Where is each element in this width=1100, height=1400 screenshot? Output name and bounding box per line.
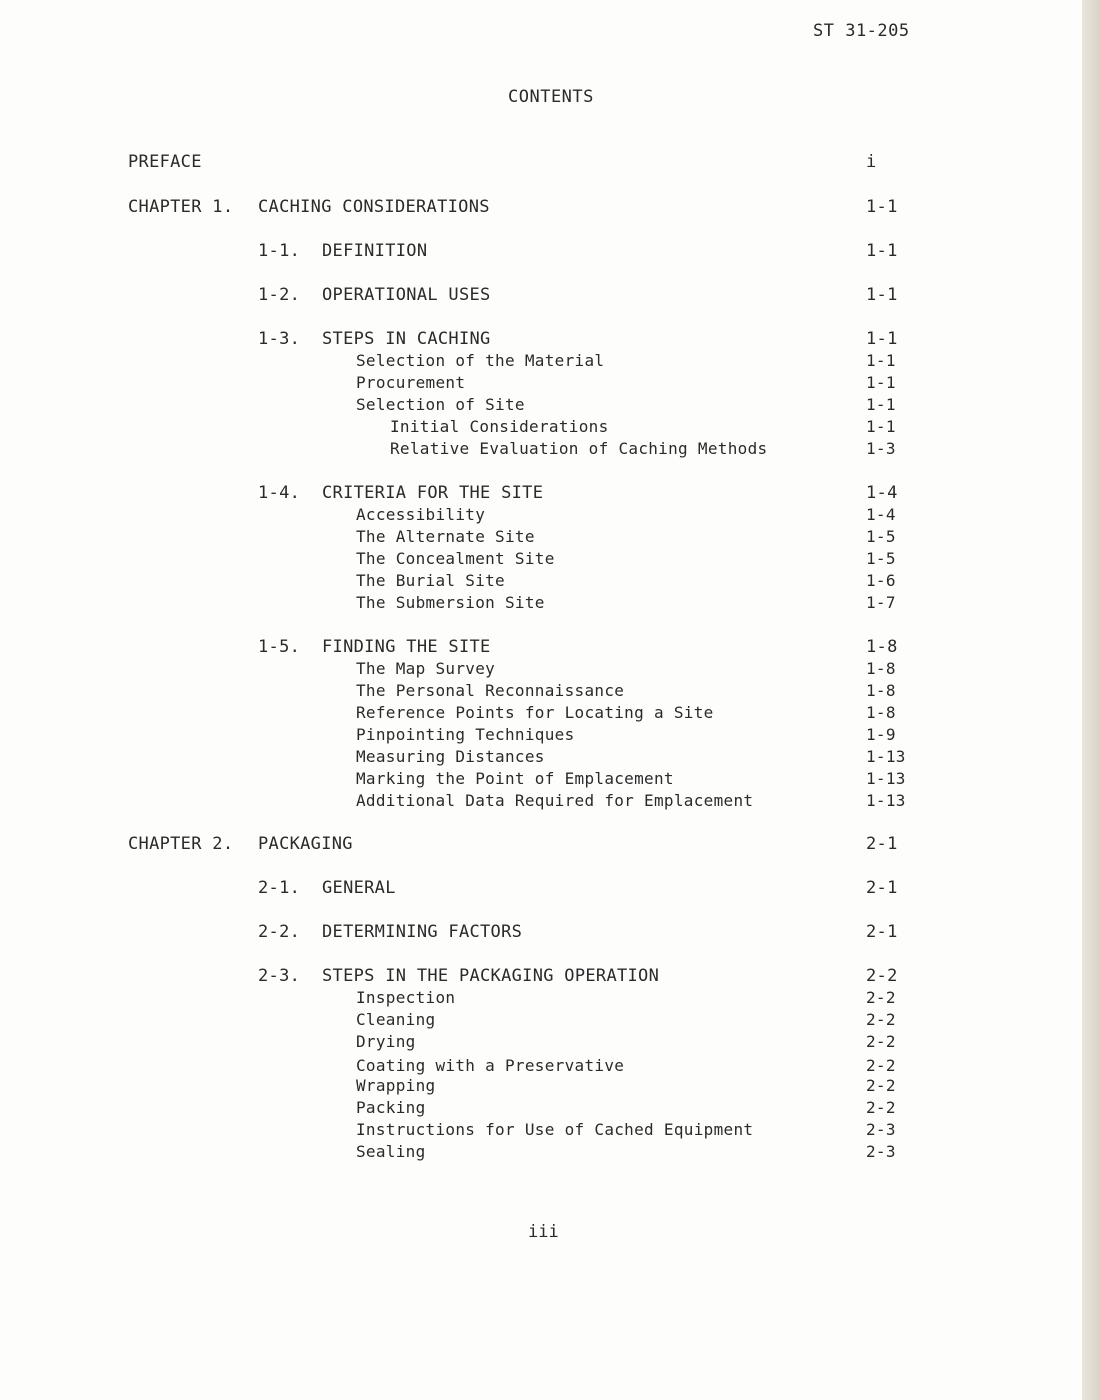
subentry-title: Inspection <box>356 988 456 1007</box>
subentry-page: 1-1 <box>866 417 896 436</box>
chapter-title: CACHING CONSIDERATIONS <box>258 197 490 217</box>
subentry-page: 2-2 <box>866 1032 896 1051</box>
chapter-label: CHAPTER 2. <box>128 834 234 854</box>
subentry-page: 1-6 <box>866 571 896 590</box>
section-number: 1-5. <box>258 637 301 657</box>
subentry-title: Accessibility <box>356 505 486 524</box>
section-number: 2-3. <box>258 966 301 986</box>
subentry-page: 1-7 <box>866 593 896 612</box>
subentry-page: 2-3 <box>866 1142 896 1161</box>
subentry-page: 1-8 <box>866 659 896 678</box>
section-title: STEPS IN THE PACKAGING OPERATION <box>322 966 660 986</box>
subentry-page: 1-8 <box>866 681 896 700</box>
subentry-title: The Burial Site <box>356 571 505 590</box>
subentry-page: 1-9 <box>866 725 896 744</box>
subentry-page: 1-5 <box>866 549 896 568</box>
section-title: DEFINITION <box>322 241 428 261</box>
subentry-title: Selection of the Material <box>356 351 605 370</box>
subentry-title: Pinpointing Techniques <box>356 725 575 744</box>
subentry-title: The Submersion Site <box>356 593 545 612</box>
chapter-page: 1-1 <box>866 197 898 217</box>
section-title: DETERMINING FACTORS <box>322 922 523 942</box>
subentry-title: Wrapping <box>356 1076 436 1095</box>
section-page: 1-1 <box>866 241 898 261</box>
subentry-title: Drying <box>356 1032 416 1051</box>
subentry-page: 1-1 <box>866 351 896 370</box>
section-number: 1-4. <box>258 483 301 503</box>
page-number: iii <box>528 1222 559 1242</box>
subentry-page: 1-13 <box>866 747 906 766</box>
subentry-page: 1-5 <box>866 527 896 546</box>
subentry-page: 2-2 <box>866 988 896 1007</box>
subentry-title: Instructions for Use of Cached Equipment <box>356 1120 754 1139</box>
subentry-page: 1-1 <box>866 395 896 414</box>
subentry-title: Cleaning <box>356 1010 436 1029</box>
toc-preface-label: PREFACE <box>128 152 202 172</box>
section-page: 2-1 <box>866 922 898 942</box>
section-number: 2-1. <box>258 878 301 898</box>
subentry-page: 2-2 <box>866 1010 896 1029</box>
section-title: GENERAL <box>322 878 396 898</box>
subentry-page: 1-4 <box>866 505 896 524</box>
section-title: FINDING THE SITE <box>322 637 491 657</box>
subentry-title: Procurement <box>356 373 466 392</box>
subentry-page: 1-1 <box>866 373 896 392</box>
section-page: 1-4 <box>866 483 898 503</box>
section-page: 1-8 <box>866 637 898 657</box>
section-number: 1-1. <box>258 241 301 261</box>
toc-preface-page: i <box>866 152 877 172</box>
chapter-title: PACKAGING <box>258 834 353 854</box>
section-page: 2-2 <box>866 966 898 986</box>
subentry-title: The Map Survey <box>356 659 496 678</box>
contents-title: CONTENTS <box>508 87 594 107</box>
chapter-page: 2-1 <box>866 834 898 854</box>
subentry-page: 1-8 <box>866 703 896 722</box>
section-page: 2-1 <box>866 878 898 898</box>
section-title: STEPS IN CACHING <box>322 329 491 349</box>
subentry-page: 2-2 <box>866 1056 896 1075</box>
subentry-page: 1-3 <box>866 439 896 458</box>
subentry-page: 2-2 <box>866 1098 896 1117</box>
subentry-title: Sealing <box>356 1142 426 1161</box>
subentry-title: Measuring Distances <box>356 747 545 766</box>
section-number: 1-3. <box>258 329 301 349</box>
section-number: 1-2. <box>258 285 301 305</box>
subentry-title: Selection of Site <box>356 395 525 414</box>
section-title: CRITERIA FOR THE SITE <box>322 483 544 503</box>
subentry-page: 2-2 <box>866 1076 896 1095</box>
section-title: OPERATIONAL USES <box>322 285 491 305</box>
subentry-page: 1-13 <box>866 791 906 810</box>
chapter-label: CHAPTER 1. <box>128 197 234 217</box>
subentry-page: 1-13 <box>866 769 906 788</box>
section-page: 1-1 <box>866 329 898 349</box>
subentry-title: Reference Points for Locating a Site <box>356 703 714 722</box>
subentry-page: 2-3 <box>866 1120 896 1139</box>
subentry-title: Relative Evaluation of Caching Methods <box>390 439 768 458</box>
subentry-title: The Personal Reconnaissance <box>356 681 625 700</box>
subentry-title: The Alternate Site <box>356 527 535 546</box>
subentry-title: Packing <box>356 1098 426 1117</box>
subentry-title: Coating with a Preservative <box>356 1056 625 1075</box>
subentry-title: Additional Data Required for Emplacement <box>356 791 754 810</box>
document-number: ST 31-205 <box>813 21 910 41</box>
subentry-title: Initial Considerations <box>390 417 609 436</box>
subentry-title: Marking the Point of Emplacement <box>356 769 674 788</box>
subentry-title: The Concealment Site <box>356 549 555 568</box>
section-number: 2-2. <box>258 922 301 942</box>
section-page: 1-1 <box>866 285 898 305</box>
page-edge <box>1082 0 1100 1400</box>
